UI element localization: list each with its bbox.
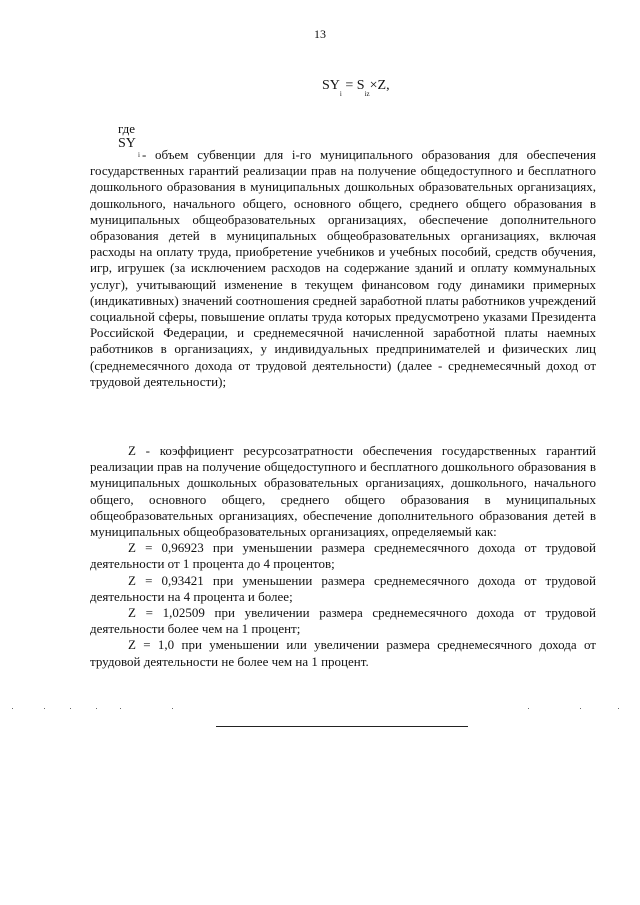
formula	[322, 78, 390, 98]
definition-sy-text: - объем субвенции для i-го муниципального образования для обеспечения государственных гарантий реализации прав на получение общедоступного и бесплатного дошкольного образования в муниципальных дошкольных образовательных организациях, дошкольного, начального общего, основного общего, среднего общего образования в муниципальных общеобразовательных организациях, обеспечение дополнительного образования детей в муниципальных общеобразовательных организациях, включая расходы на оплату труда, приобретение учебников и учебных пособий, средств обучения, игр, игрушек (за исключением расходов на содержание зданий и оплату коммунальных услуг), учитывающий изменение в текущем финансовом году динамики примерных (индикативных) значений соотношения средней заработной платы работников учреждений социальной сферы, повышение оплаты труда которых предусмотрено указами Президента Российской Федерации, и среднемесячной начисленной заработной платы наемных работников в организациях, у индивидуальных предпринимателей и физических лиц (среднемесячного дохода от трудовой деятельности) (далее - среднемесячный доход от трудовой деятельности);	[90, 147, 596, 389]
sy-variable-label: SY	[118, 136, 136, 151]
formula-rhs-z: Z	[377, 78, 387, 93]
formula-lhs-sub: i	[339, 90, 342, 98]
definition-z	[90, 443, 596, 670]
formula-equals: =	[345, 78, 354, 93]
z-item: Z = 1,0 при уменьшении или увеличении размера среднемесячного дохода от трудовой деятельности не более чем на 1 процент.	[90, 637, 596, 669]
formula-rhs-sub: iz	[364, 90, 370, 98]
sy-variable-sub: i	[138, 151, 140, 159]
end-rule	[216, 726, 468, 727]
formula-lhs: SY	[322, 78, 340, 93]
z-item: Z = 0,96923 при уменьшении размера среднемесячного дохода от трудовой деятельности от 1 процента до 4 процентов;	[90, 540, 596, 572]
z-item: Z = 0,93421 при уменьшении размера среднемесячного дохода от трудовой деятельности на 4 процента и более;	[90, 572, 596, 604]
definition-sy	[90, 147, 596, 390]
scan-specks	[0, 708, 640, 714]
definition-z-text: Z - коэффициент ресурсозатратности обеспечения государственных гарантий реализации прав на получение общедоступного и бесплатного дошкольного образования в муниципальных дошкольных образовательных организациях, дошкольного, начального общего, основного общего, среднего общего образования в муниципальных общеобразовательных организациях, обеспечение дополнительного образования детей в муниципальных общеобразовательных организациях, определяемый как:	[90, 443, 596, 540]
page-number: 13	[314, 27, 326, 41]
z-item: Z = 1,02509 при увеличении размера среднемесячного дохода от трудовой деятельности более чем на 1 процент;	[90, 605, 596, 637]
formula-times: ×	[369, 78, 378, 93]
formula-trail: ,	[386, 78, 390, 93]
where-label: где	[118, 121, 136, 136]
formula-rhs-s: S	[356, 78, 365, 93]
